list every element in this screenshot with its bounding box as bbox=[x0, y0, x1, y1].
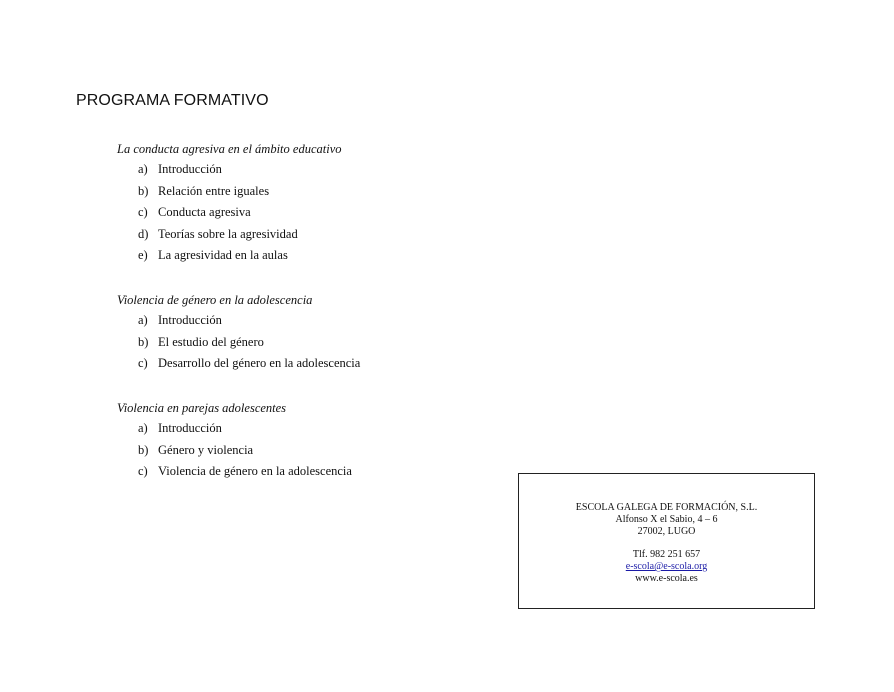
item-text: Relación entre iguales bbox=[158, 183, 270, 198]
contact-city: 27002, LUGO bbox=[637, 525, 696, 537]
item-text: Desarrollo del género en la adolescencia bbox=[158, 356, 361, 371]
item-text: Género y violencia bbox=[158, 442, 254, 457]
item-text: Introducción bbox=[158, 313, 222, 327]
section-1 bbox=[0, 142, 520, 270]
contact-address: Alfonso X el Sabio, 4 – 6 bbox=[615, 513, 718, 525]
item-letter: b) bbox=[138, 334, 149, 349]
list-item bbox=[0, 162, 520, 184]
list-item bbox=[0, 443, 520, 465]
contact-email-link[interactable]: e-scola@e-scola.org bbox=[625, 560, 708, 572]
item-text: La agresividad en la aulas bbox=[158, 248, 288, 263]
item-text: Introducción bbox=[158, 162, 222, 176]
item-text: Teorías sobre la agresividad bbox=[158, 226, 298, 241]
contact-box bbox=[518, 473, 815, 609]
item-text: Conducta agresiva bbox=[158, 205, 251, 220]
item-letter: e) bbox=[138, 248, 148, 263]
section-title: Violencia de género en la adolescencia bbox=[117, 293, 313, 307]
contact-spacer bbox=[519, 537, 814, 549]
item-letter: a) bbox=[138, 421, 148, 435]
item-letter: b) bbox=[138, 442, 149, 457]
section-heading bbox=[0, 293, 520, 313]
item-letter: a) bbox=[138, 313, 148, 327]
item-letter: a) bbox=[138, 162, 148, 176]
section-title: Violencia en parejas adolescentes bbox=[117, 401, 287, 415]
list-item bbox=[0, 184, 520, 206]
list-item bbox=[0, 335, 520, 357]
section-title: La conducta agresiva en el ámbito educativo bbox=[117, 142, 342, 156]
section-2 bbox=[0, 293, 520, 378]
contact-website: www.e-scola.es bbox=[635, 572, 698, 584]
item-text: El estudio del género bbox=[158, 334, 264, 349]
item-letter: c) bbox=[138, 205, 148, 220]
page-title: PROGRAMA FORMATIVO bbox=[76, 92, 269, 109]
list-item bbox=[0, 356, 520, 378]
item-letter: c) bbox=[138, 356, 148, 371]
list-item bbox=[0, 313, 520, 335]
list-item bbox=[0, 421, 520, 443]
item-text: Introducción bbox=[158, 421, 222, 435]
list-item bbox=[0, 248, 520, 270]
section-heading bbox=[0, 142, 520, 162]
item-letter: c) bbox=[138, 464, 148, 479]
item-letter: d) bbox=[138, 226, 149, 241]
item-letter: b) bbox=[138, 183, 149, 198]
section-heading bbox=[0, 401, 520, 421]
company-name: ESCOLA GALEGA DE FORMACIÓN, S.L. bbox=[575, 502, 758, 513]
list-item bbox=[0, 205, 520, 227]
list-item bbox=[0, 464, 520, 486]
contact-phone: Tlf. 982 251 657 bbox=[632, 549, 701, 561]
section-3 bbox=[0, 401, 520, 486]
list-item bbox=[0, 227, 520, 249]
item-text: Violencia de género en la adolescencia bbox=[158, 464, 352, 479]
contact-details bbox=[519, 502, 814, 585]
